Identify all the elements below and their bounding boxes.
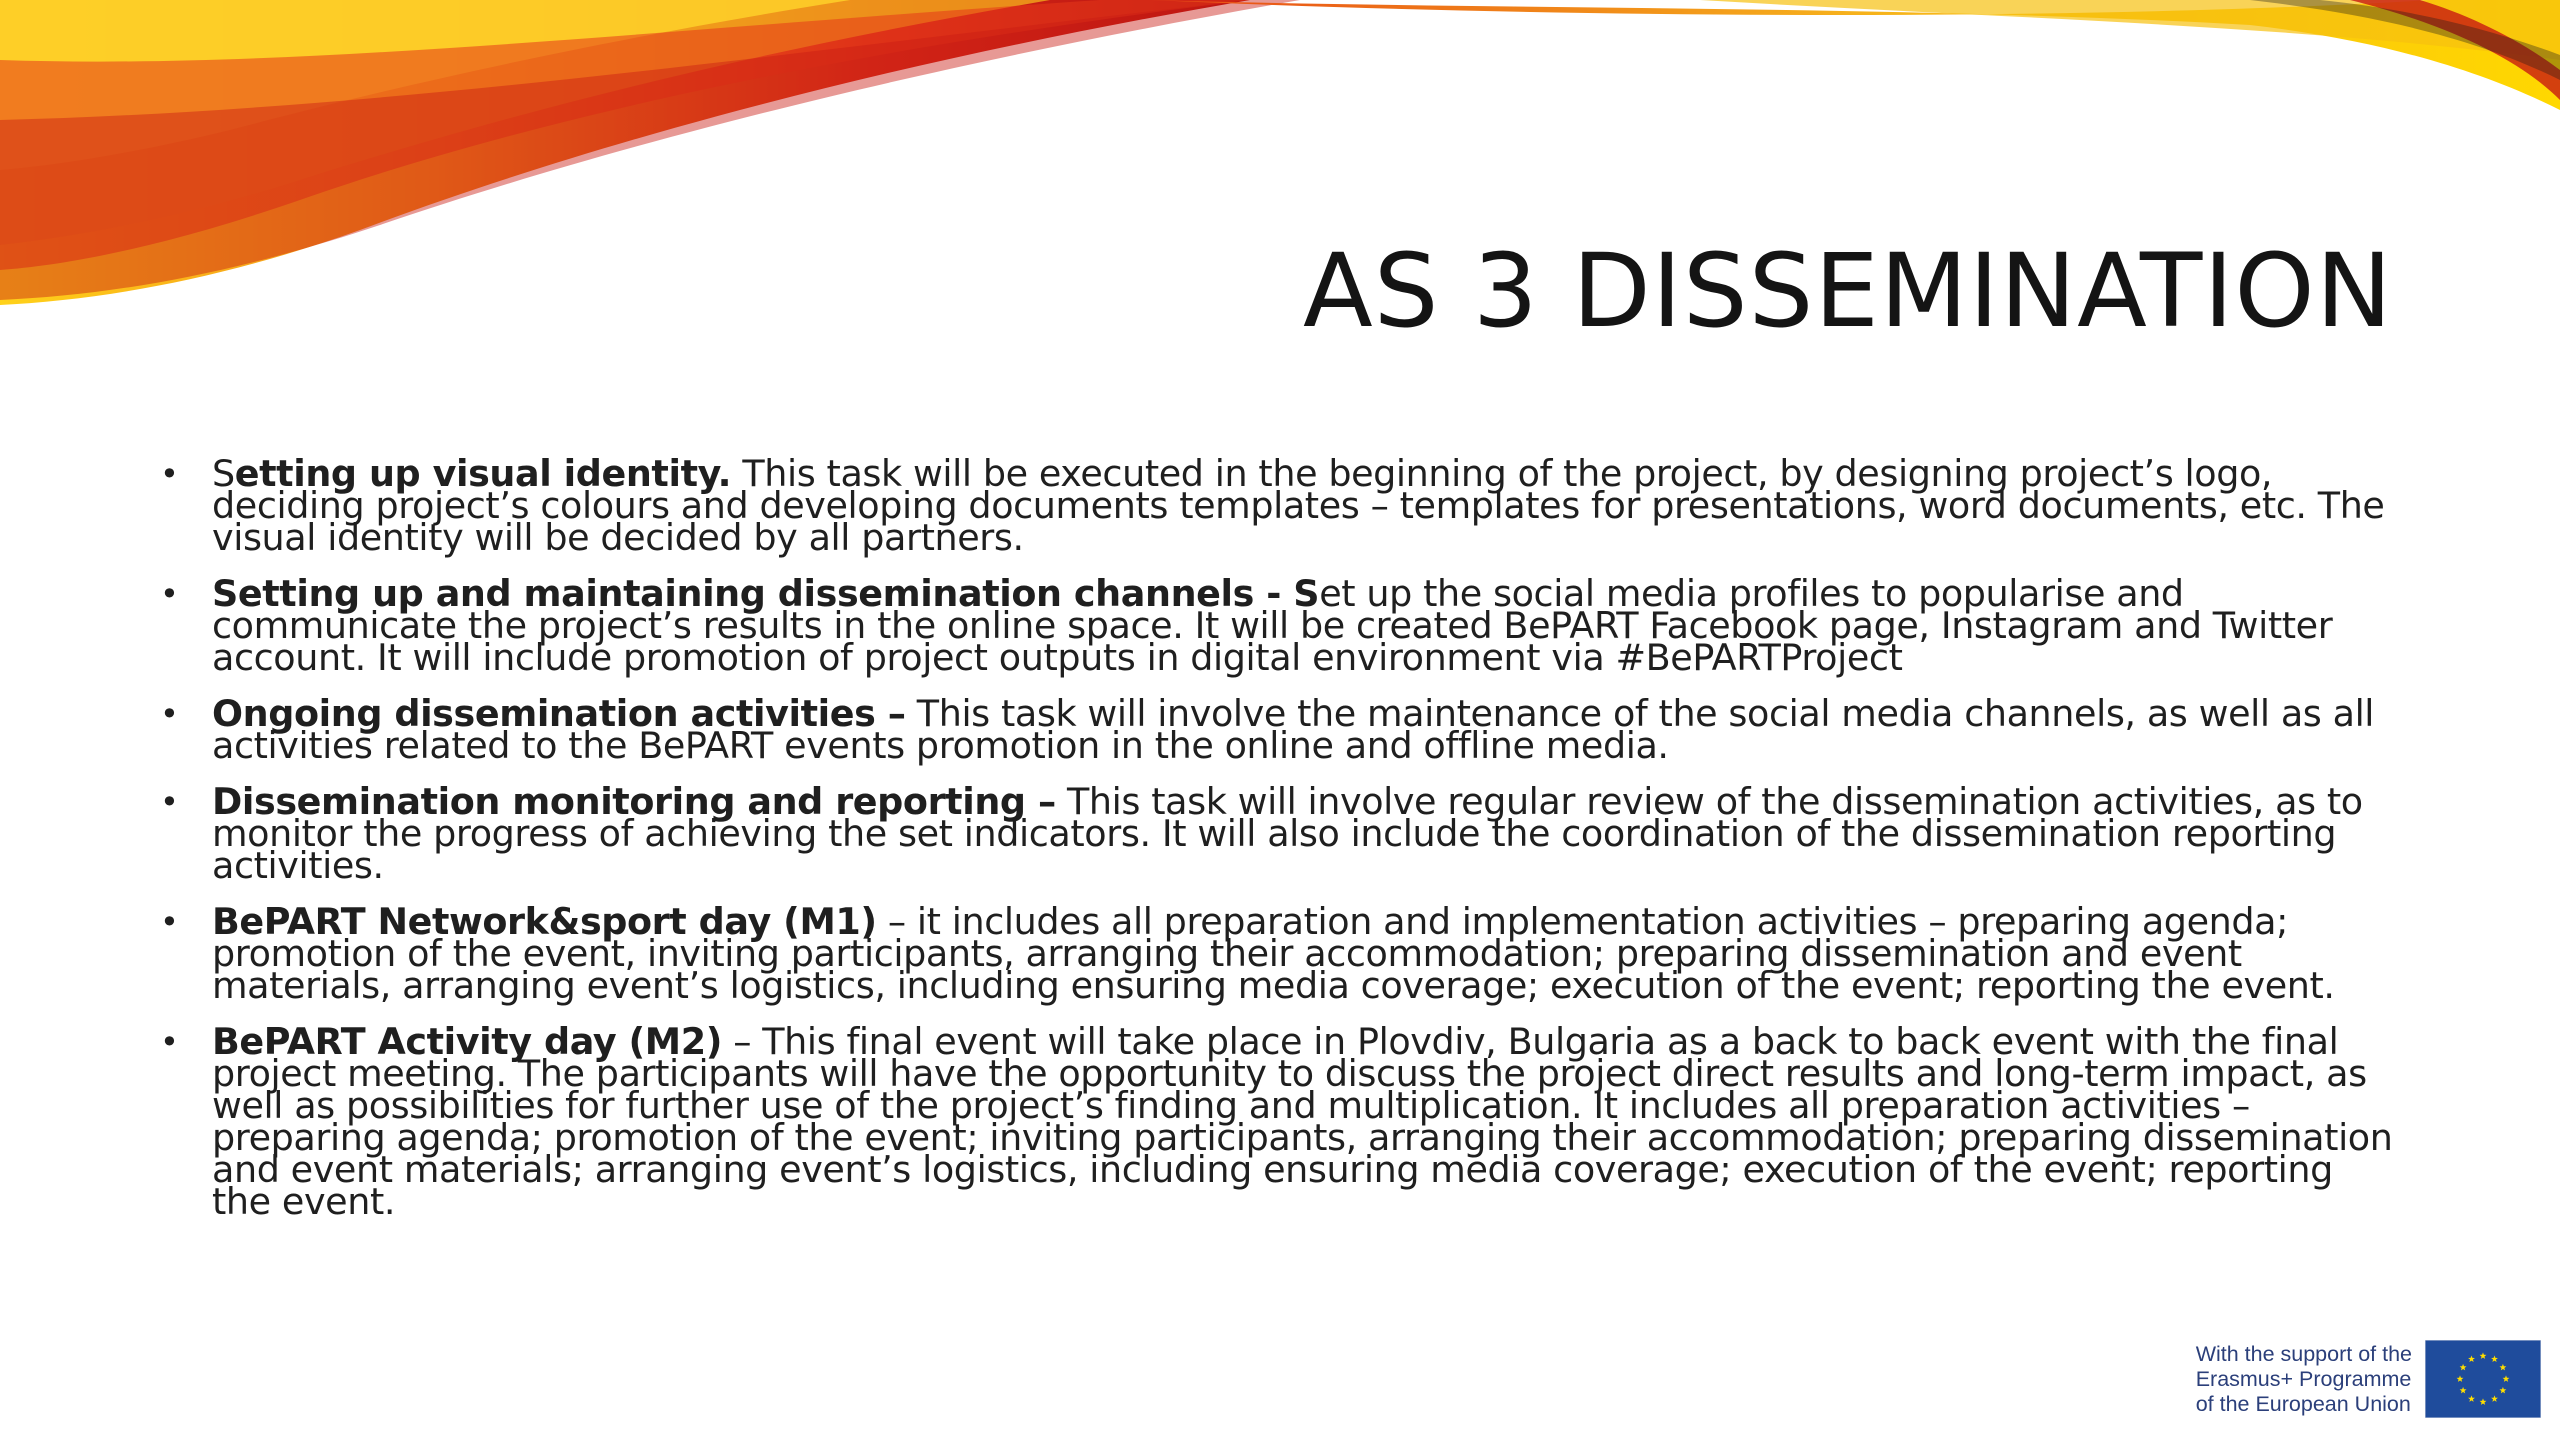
bullet-text: et up the social media profiles to popularise and communicate the project’s results in the online space. It will be created BePART Facebook page, Instagram and Twitter account. It will include promotion of project outputs in digital environment via #BePARTProject (212, 572, 2333, 679)
bullet-lead: S (212, 452, 235, 495)
bullet-item (160, 452, 2400, 559)
bullet-icon: • (160, 695, 179, 733)
bullet-list (160, 452, 2400, 1242)
bullet-icon: • (160, 1023, 179, 1061)
bullet-heading: BePART Activity day (M2) (212, 1020, 723, 1063)
bullet-icon: • (160, 903, 179, 941)
support-line: With the support of the (2195, 1342, 2412, 1366)
bullet-text: – This final event will take place in Plovdiv, Bulgaria as a back to back event with the final project meeting. The participants will have the opportunity to discuss the project direct results and long-term impact, as well as possibilities for further use of the project’s finding and multiplication. It includes all preparation activities – preparing agenda; promotion of the event; inviting participants, arranging their accommodation; preparing dissemination and event materials; arranging event’s logistics, including ensuring media coverage; execution of the event; reporting the event. (212, 1020, 2393, 1223)
bullet-icon: • (160, 455, 179, 493)
eu-flag-icon (2425, 1340, 2541, 1418)
bullet-heading: BePART Network&sport day (M1) (212, 900, 877, 943)
bullet-icon: • (160, 783, 179, 821)
bullet-text: This task will involve regular review of the dissemination activities, as to monitor the progress of achieving the set indicators. It will also include the coordination of the dissemination reporting activities. (212, 780, 2363, 887)
bullet-heading: etting up visual identity. (234, 452, 732, 495)
bullet-text: This task will be executed in the beginning of the project, by designing project’s logo, deciding project’s colours and developing documents templates – templates for presentations, word documents, etc. The visual identity will be decided by all partners. (212, 452, 2385, 559)
bullet-icon: • (160, 575, 179, 613)
bullet-item (160, 900, 2400, 1007)
bullet-heading: Ongoing dissemination activities – (212, 692, 906, 735)
bullet-text: – it includes all preparation and implementation activities – preparing agenda; promotion of the event, inviting participants, arranging their accommodation; preparing dissemination and event materials, arranging event’s logistics, including ensuring media coverage; execution of the event; reporting the event. (212, 900, 2335, 1007)
erasmus-support-note (2196, 1342, 2412, 1417)
bullet-item (160, 1020, 2400, 1223)
support-line: of the European Union (2195, 1392, 2411, 1416)
slide-title: AS 3 DISSEMINATION (1302, 232, 2393, 351)
bullet-item (160, 692, 2400, 767)
bullet-text: This task will involve the maintenance of the social media channels, as well as all activities related to the BePART events promotion in the online and offline media. (212, 692, 2375, 767)
bullet-item (160, 572, 2400, 679)
support-line: Erasmus+ Programme (2195, 1367, 2412, 1391)
bullet-heading: Setting up and maintaining dissemination channels - S (212, 572, 1320, 615)
bullet-item (160, 780, 2400, 887)
bullet-heading: Dissemination monitoring and reporting – (212, 780, 1056, 823)
